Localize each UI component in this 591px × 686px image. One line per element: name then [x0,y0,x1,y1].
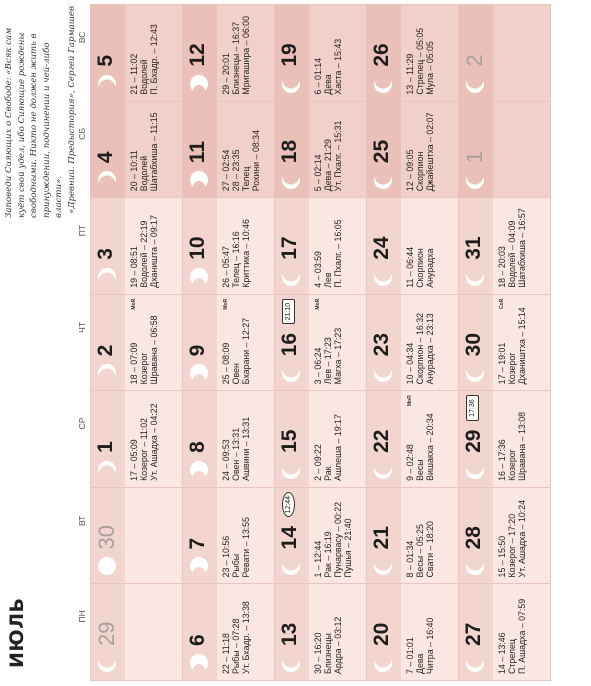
day-cell [459,584,551,681]
day-number: 19 [278,43,301,67]
moon-phase-icon [280,652,302,674]
moon-phase-icon [372,362,394,384]
day-cell [275,101,367,198]
weekday-label: ВС [77,31,87,44]
day-number: 28 [462,526,485,550]
day-details [221,9,251,95]
day-detail-line: 22 – 11:18 [221,633,231,674]
day-number: 27 [462,622,485,646]
moon-phase-icon [280,459,302,481]
day-cell [183,391,275,488]
day-details [313,395,343,481]
day-header [183,295,217,391]
weekday-label: СР [77,417,87,430]
day-header [183,488,217,584]
day-detail-line: 18 – 07:09 [129,342,139,385]
day-header [91,198,125,294]
day-header [91,488,125,584]
day-cell [459,5,551,102]
day-header [91,391,125,487]
day-detail-line: Ашлеша – 19:17 [333,414,343,481]
day-detail-line: Ут. Бхадр. – 13:38 [241,601,251,674]
day-detail-line: Козерог – 11:02 [139,417,149,481]
week-row [367,5,459,681]
day-cell [275,584,367,681]
day-header [459,391,493,487]
day-header [275,488,309,584]
day-detail-line: Дхаништха – 15:14 [517,307,527,385]
day-details [497,492,527,578]
lunar-day-start-badge: 17:36 [466,395,479,421]
day-details [221,299,251,385]
day-header [459,198,493,294]
moon-phase-icon [280,266,302,288]
day-detail-line: Дева [323,74,333,95]
day-detail-line: Овен [231,363,241,385]
moon-phase-icon [188,555,210,577]
day-detail-line: Пушья – 21:40 [343,518,353,578]
day-cell [367,198,459,295]
day-details [221,492,251,578]
day-details [405,395,435,481]
day-detail-line: 17 – 05:09 [129,439,139,481]
day-detail-line: Рыбы [231,553,241,578]
day-detail-line: 10 – 04:34 [405,342,415,385]
day-details [129,299,159,385]
day-header [275,295,309,391]
day-detail-line: Шравана – 13:08 [517,412,527,481]
moon-phase-icon [188,459,210,481]
day-cell [183,198,275,295]
moon-phase-icon [96,169,118,191]
day-details [405,299,435,385]
day-cell [367,391,459,488]
day-detail-line: Свати – 18:20 [425,521,435,578]
day-header [459,584,493,680]
day-detail-line: Вишакха – 20:34 [425,413,435,481]
day-cell [183,5,275,102]
weekday-label: СБ [77,127,87,140]
moon-phase-icon [280,555,302,577]
day-cell [183,294,275,391]
day-header [91,5,125,101]
day-detail-line: Шатабхиша – 11:15 [149,112,159,192]
moon-phase-icon [372,555,394,577]
day-details [497,299,527,385]
moon-phase-icon [188,362,210,384]
day-detail-line: Мула – 05:05 [425,41,435,95]
day-detail-line: 1 – 12:44 [313,540,323,578]
day-detail-line: Козерог – 17:20 [507,513,517,578]
day-detail-line: Анурадха – 23:13 [425,313,435,385]
calendar-grid [64,4,551,681]
day-detail-line: Магха – 17:23 [333,327,343,385]
day-details [497,395,527,481]
moon-phase-icon [96,73,118,95]
day-header [459,488,493,584]
day-number: 7 [186,537,209,550]
day-details [497,588,527,674]
day-detail-line: Рохини – 08:34 [251,130,261,192]
month-title: ИЮЛЬ [6,597,28,668]
day-header [459,295,493,391]
day-detail-line: 9 – 02:48 [405,444,415,481]
day-cell [459,487,551,584]
planet-mark: МоR [407,395,413,407]
day-detail-line: Джайештха – 02:07 [425,112,435,192]
day-header [459,102,493,198]
day-cell [275,5,367,102]
day-detail-line: 14 – 13:46 [497,632,507,674]
day-cell [275,198,367,295]
day-number: 18 [278,139,301,164]
day-detail-line: Телец – 16:16 [231,231,241,288]
moon-phase-icon [464,362,486,384]
day-detail-line: Козерог [507,449,517,481]
moon-phase-icon [96,555,118,577]
day-detail-line: Лев – 17:23 [323,337,333,385]
day-details [129,202,159,288]
day-cell [367,294,459,391]
day-header [367,295,401,391]
day-detail-line: Шравана – 06:58 [149,315,159,385]
week-row [91,5,183,681]
day-detail-line: 20 – 10:11 [129,150,139,192]
day-details [405,588,435,674]
day-cell [91,5,183,102]
day-header [91,584,125,680]
moon-phase-icon [96,266,118,288]
day-detail-line: Ардра – 03:12 [333,616,343,674]
day-details [497,202,527,288]
day-number: 13 [278,622,301,646]
moon-phase-icon [188,266,210,288]
day-detail-line: 16 – 17:36 [497,439,507,481]
day-number: 14 [278,526,301,550]
day-detail-line: 21 – 11:02 [129,53,139,95]
day-cell [91,391,183,488]
day-number: 24 [370,236,393,260]
day-cell [459,391,551,488]
day-header [275,391,309,487]
moon-phase-icon [464,459,486,481]
day-detail-line: Рак – 16:19 [323,531,333,578]
planet-mark: МоR [131,298,137,310]
day-detail-line: 29 – 20:01 [221,53,231,95]
day-cell [91,584,183,681]
day-number: 4 [94,151,117,164]
calendar-weeks [91,5,551,681]
day-cell [459,294,551,391]
moon-phase-icon [96,652,118,674]
day-cell [275,487,367,584]
day-detail-line: 27 – 02:54 [221,149,231,192]
week-row [183,5,275,681]
day-detail-line: Шатабхиша – 16:57 [517,208,527,288]
day-cell [183,101,275,198]
day-number: 25 [370,139,393,164]
day-number: 6 [186,634,209,646]
day-detail-line: 19 – 08:51 [129,246,139,288]
day-header [367,5,401,101]
day-header [367,198,401,294]
moon-phase-icon [372,73,394,95]
day-header [275,102,309,198]
day-detail-line: Рыбы – 07:28 [231,618,241,674]
day-detail-line: Ут. Ашадха – 10:24 [517,499,527,578]
day-number: 2 [94,344,117,357]
day-detail-line: Близнецы – 16:37 [231,21,241,95]
day-cell [367,487,459,584]
day-detail-line: Скорпион [415,248,425,288]
day-detail-line: Ут. Ашадха – 04:22 [149,403,159,481]
lunar-day-start-badge: 21:10 [282,299,295,325]
day-number: 5 [94,54,117,67]
day-detail-line: Анурадха [425,248,435,288]
day-detail-line: 4 – 03:59 [313,251,323,288]
moon-phase-icon [464,169,486,191]
day-header [275,5,309,101]
day-details [129,9,159,95]
day-detail-line: 30 – 16:20 [313,632,323,674]
week-row [459,5,551,681]
day-detail-line: Весы [415,459,425,481]
moon-phase-icon [372,459,394,481]
day-detail-line: Телец [241,166,251,192]
day-detail-line: 26 – 05:47 [221,246,231,288]
day-number: 3 [94,248,117,260]
moon-phase-icon [372,169,394,191]
day-details [405,106,435,192]
day-detail-line: 23 – 10:56 [221,535,231,578]
day-number: 11 [186,140,209,164]
day-header [183,5,217,101]
day-details [221,395,251,481]
moon-phase-icon [188,73,210,95]
day-detail-line: 7 – 01:01 [405,637,415,674]
day-number: 12 [186,43,209,67]
moon-phase-icon [280,73,302,95]
day-detail-line: Водолей – 04:09 [507,220,517,288]
day-number: 20 [370,622,393,646]
day-cell [275,294,367,391]
day-cell [459,198,551,295]
day-detail-line: 18 – 20:03 [497,246,507,288]
day-detail-line: Лев [323,272,333,288]
day-detail-line: Ревати – 13:55 [241,517,251,578]
planet-mark: МоR [223,298,229,310]
day-details [313,202,343,288]
day-detail-line: Водолей – 22:19 [139,220,149,288]
day-cell [91,487,183,584]
day-header [183,391,217,487]
moon-phase-icon [188,169,210,191]
day-header [183,102,217,198]
day-detail-line: Ут. Пхалг. – 15:31 [333,120,343,192]
day-detail-line: Козерог [139,352,149,385]
day-detail-line: 12 – 09:05 [405,149,415,192]
weekday-label: ЧТ [77,321,87,333]
day-details [221,202,251,288]
day-number: 15 [278,429,301,453]
day-number: 26 [370,43,393,67]
day-detail-line: 28 – 23:35 [231,149,241,192]
day-detail-line: Дева – 21:29 [323,139,333,192]
day-detail-line: Мригашира – 06:00 [241,16,251,95]
moon-phase-icon [464,266,486,288]
day-header [91,102,125,198]
moon-phase-icon [280,362,302,384]
day-detail-line: Дева [415,653,425,674]
day-cell [367,5,459,102]
day-cell [91,101,183,198]
day-detail-line: Козерог [507,352,517,385]
day-detail-line: 8 – 01:34 [405,540,415,578]
day-number: 2 [462,54,487,67]
day-number: 22 [370,429,393,453]
day-detail-line: 13 – 11:29 [405,53,415,95]
day-cell [183,584,275,681]
day-cell [367,101,459,198]
day-detail-line: Дханишта – 09:17 [149,215,159,288]
day-detail-line: Овен – 13:31 [231,427,241,481]
moon-phase-icon [372,266,394,288]
day-cell [183,487,275,584]
day-detail-line: Бхарани – 12:27 [241,317,251,385]
lunar-day-start-badge: 12:44 [282,492,295,518]
day-header [459,5,493,101]
day-header [367,584,401,680]
day-header [183,198,217,294]
moon-phase-icon [96,459,118,481]
day-detail-line: П. Пхалг. – 16:05 [333,219,343,288]
day-details [129,395,159,481]
day-detail-line: 11 – 06:44 [405,246,415,288]
day-number: 8 [186,441,209,453]
day-detail-line: П. Ашадха – 07:59 [517,598,527,674]
day-details [221,106,261,192]
day-number: 23 [370,332,393,357]
day-detail-line: Водолей [139,59,149,95]
day-detail-line: Рак [323,466,333,481]
day-details [313,492,353,578]
moon-phase-icon [372,652,394,674]
day-cell [367,584,459,681]
day-detail-line: Водолей [139,155,149,192]
day-number: 31 [462,236,485,260]
weekday-label: ВТ [77,515,87,526]
moon-phase-icon [464,652,486,674]
day-number: 21 [370,526,393,550]
quote-author: «Древний. Предыстория», Сергей Гармашев [66,6,77,214]
day-detail-line: Хаста – 15:43 [333,38,343,95]
day-header [367,488,401,584]
day-cell [459,101,551,198]
day-header [367,102,401,198]
week-row [275,5,367,681]
day-detail-line: 2 – 09:22 [313,444,323,481]
day-cell [91,294,183,391]
moon-phase-icon [188,652,210,674]
day-cell [91,198,183,295]
day-details [313,106,343,192]
day-detail-line: Читра – 16:40 [425,617,435,674]
day-number: 10 [186,236,209,260]
day-number: 9 [186,344,209,357]
day-detail-line: 24 – 09:53 [221,439,231,481]
moon-phase-icon [280,169,302,191]
planet-mark: МоR [315,298,321,310]
day-details [405,492,435,578]
quote-text: Заповеди Сияющих о Свободе: «Всяк сам куёт свой удел, ибо Сияющие рождены свободными. Никто не должен жить в принуждении, подчинении и чей-либо власти». [4,27,64,218]
day-number: 1 [462,150,487,164]
day-header [367,391,401,487]
day-detail-line: 6 – 01:14 [313,57,323,95]
day-header [275,584,309,680]
moon-phase-icon [464,73,486,95]
planet-mark: СоR [499,298,505,310]
day-detail-line: Пунарвасу – 00:22 [333,502,343,578]
day-number: 30 [462,332,485,357]
day-details [313,588,343,674]
day-number: 29 [94,621,119,646]
day-header [91,295,125,391]
day-detail-line: 17 – 19:01 [497,342,507,385]
day-detail-line: Стрелец – 05:05 [415,27,425,95]
day-details [313,9,343,95]
moon-phase-icon [464,555,486,577]
moon-phase-icon [96,362,118,384]
day-number: 1 [94,441,117,453]
day-details [129,106,159,192]
day-number: 30 [94,524,119,550]
day-details [405,202,435,288]
day-cell [275,391,367,488]
day-number: 17 [278,236,301,260]
day-header [183,584,217,680]
day-number: 16 [278,332,301,357]
day-details [221,588,251,674]
day-detail-line: Ашвини – 13:31 [241,416,251,481]
day-detail-line: 3 – 06:24 [313,347,323,385]
day-details [405,9,435,95]
day-header [275,198,309,294]
day-number: 29 [462,429,485,453]
day-detail-line: Весы – 05:25 [415,524,425,578]
day-detail-line: Стрелец [507,639,517,674]
weekday-label: ПН [77,610,87,623]
day-details [313,299,343,385]
day-detail-line: Скорпион [415,151,425,192]
day-detail-line: 25 – 08:09 [221,342,231,385]
day-detail-line: Скорпион – 16:32 [415,313,425,385]
day-detail-line: 5 – 02:14 [313,154,323,192]
day-detail-line: Близнецы [323,633,333,674]
day-detail-line: 15 – 15:50 [497,535,507,578]
weekday-header-row [64,5,91,681]
day-detail-line: Криттика – 10:46 [241,219,251,288]
weekday-label: ПТ [77,224,87,237]
day-detail-line: П. Бхадр. – 12:43 [149,24,159,95]
